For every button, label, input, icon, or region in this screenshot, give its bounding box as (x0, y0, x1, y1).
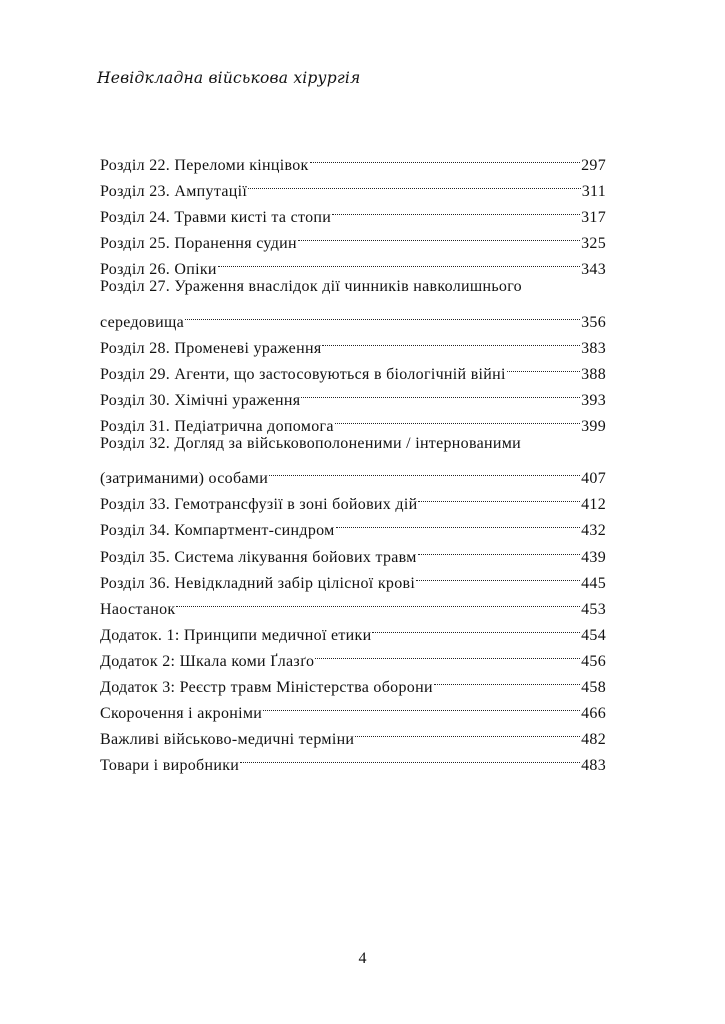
toc-entry-title: Додаток 2: Шкала коми Ґлазґо (100, 652, 315, 670)
toc-entry-title: Розділ 33. Гемотрансфузії в зоні бойових дій (100, 496, 418, 514)
page-number: 4 (358, 950, 367, 967)
toc-entry-chapter-22 (100, 144, 606, 175)
toc-entry-title: Додаток 3: Реєстр травм Міністерства оборони (100, 678, 433, 696)
toc-entry-title: Розділ 23. Ампутації (100, 183, 248, 201)
toc-entry-page: 453 (581, 600, 606, 618)
dot-leader (332, 196, 580, 222)
toc-entry-title: Розділ 28. Променеві ураження (100, 339, 322, 357)
dot-leader (218, 248, 580, 274)
toc-entry-page: 343 (581, 261, 606, 279)
toc-entry-title: Розділ 30. Хімічні ураження (100, 391, 301, 409)
toc-entry-title: Розділ 26. Опіки (100, 261, 217, 279)
toc-entry-title: Розділ 24. Травми кисті та стопи (100, 209, 332, 227)
toc-entry-afterword (100, 588, 606, 618)
toc-entry-page: 325 (581, 235, 606, 253)
toc-entry-page: 482 (581, 731, 606, 749)
toc-entry-title: Скорочення і акроніми (100, 705, 263, 723)
toc-entry-title: Додаток. 1: Принципи медичної етики (100, 626, 372, 644)
dot-leader (416, 562, 580, 588)
toc-entry-page: 393 (581, 391, 606, 409)
dot-leader (418, 483, 580, 509)
running-head: Невідкладна військова хірургія (97, 69, 361, 87)
dot-leader (263, 692, 580, 718)
toc-entry-appendix-1 (100, 614, 606, 644)
dot-leader (176, 588, 580, 614)
toc-entry-title: Розділ 35. Система лікування бойових травм (100, 548, 417, 566)
toc-entry-page: 383 (581, 339, 606, 357)
dot-leader (315, 640, 580, 666)
dot-leader (269, 457, 580, 483)
dot-leader (434, 666, 580, 692)
dot-leader (335, 405, 580, 431)
toc-entry-title: Розділ 36. Невідкладний забір цілісної крові (100, 574, 416, 592)
toc-entry-title-line2: (затриманими) особами (100, 470, 269, 488)
dot-leader (418, 535, 580, 561)
dot-leader (185, 301, 580, 327)
toc-entry-page: 412 (581, 496, 606, 514)
dot-leader (248, 170, 581, 196)
toc-entry-page: 454 (581, 626, 606, 644)
toc-entry-page: 458 (581, 678, 606, 696)
dot-leader (372, 614, 580, 640)
toc-entry-page: 445 (581, 574, 606, 592)
toc-entry-title: Розділ 29. Агенти, що застосовуються в біологічній війні (100, 365, 506, 383)
dot-leader (240, 744, 580, 770)
toc-entry-page: 317 (581, 209, 606, 227)
toc-entry-title: Розділ 25. Поранення судин (100, 235, 297, 253)
toc-entry-page: 356 (581, 313, 606, 331)
toc-entry-title: Розділ 22. Переломи кінцівок (100, 157, 309, 175)
toc-entry-page: 297 (581, 157, 606, 175)
toc-entry-page: 399 (581, 418, 606, 436)
table-of-contents (100, 144, 606, 775)
toc-entry-title-line1: Розділ 27. Ураження внаслідок дії чинників навколишнього (100, 278, 522, 296)
toc-entry-page: 456 (581, 652, 606, 670)
dot-leader (336, 509, 581, 535)
toc-entry-title-line2: середовища (100, 313, 184, 331)
toc-entry-chapter-27 (100, 274, 606, 331)
dot-leader (301, 379, 580, 405)
toc-entry-chapter-32 (100, 431, 606, 488)
toc-entry-page: 439 (581, 548, 606, 566)
toc-entry-page: 483 (581, 757, 606, 775)
toc-entry-title: Товари і виробники (100, 757, 240, 775)
toc-entry-page: 407 (581, 470, 606, 488)
toc-entry-title: Розділ 34. Компартмент-синдром (100, 522, 335, 540)
toc-entry-title: Розділ 31. Педіатрична допомога (100, 418, 334, 436)
toc-entry-title-line1: Розділ 32. Догляд за військовополоненими / інтернованими (100, 435, 522, 453)
dot-leader (322, 327, 580, 353)
toc-entry-page: 388 (581, 365, 606, 383)
dot-leader (355, 718, 580, 744)
dot-leader (310, 144, 580, 170)
dot-leader (507, 353, 580, 379)
toc-entry-title: Наостанок (100, 600, 176, 618)
dot-leader (298, 222, 580, 248)
toc-entry-page: 466 (581, 705, 606, 723)
toc-entry-page: 311 (581, 183, 606, 201)
toc-entry-page: 432 (581, 522, 606, 540)
toc-entry-title: Важливі військово-медичні терміни (100, 731, 355, 749)
